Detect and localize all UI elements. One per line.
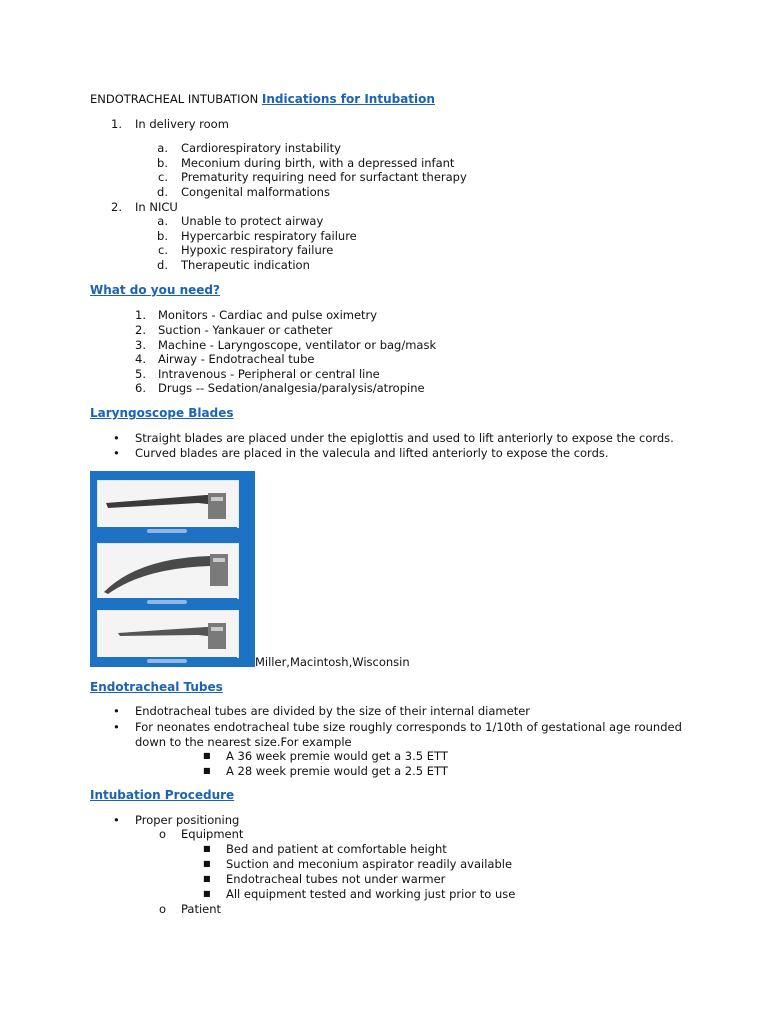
list-number: 1. [111,117,122,131]
list-item: Intravenous - Peripheral or central line [158,367,380,381]
bullet-item: Endotracheal tubes are divided by the size of their internal diameter [135,704,531,718]
circle-marker: o [159,827,167,841]
sub-item: Hypoxic respiratory failure [181,243,334,257]
bullet-item: Straight blades are placed under the epiglottis and used to lift anteriorly to expose the cords. [135,431,674,445]
sub-item: Congenital malformations [181,185,330,199]
sub-letter: a. [157,141,168,155]
sub-item: Unable to protect airway [181,214,324,228]
list-item-label: In delivery room [135,117,229,131]
straight-blade-icon [98,481,238,527]
sub-letter: d. [157,258,168,272]
square-bullet: ■ [203,874,211,883]
equipment-item: Endotracheal tubes not under warmer [226,872,446,886]
blades-heading[interactable]: Laryngoscope Blades [90,406,234,420]
square-bullet: ■ [203,844,211,853]
procedure-heading[interactable]: Intubation Procedure [90,788,235,802]
bullet-item-continuation: down to the nearest size.For example [135,735,352,749]
bullet-dot: • [113,813,120,827]
bullet-dot: • [113,431,120,445]
wisconsin-blade-icon [98,611,238,657]
blade-panel [97,480,239,528]
sub-item: Patient [181,902,222,916]
list-number: 3. [135,338,146,352]
list-item: Drugs -- Sedation/analgesia/paralysis/atropine [158,381,425,395]
blade-panel [97,543,239,599]
sub-letter: a. [157,214,168,228]
curved-blade-icon [98,544,238,598]
laryngoscope-blades-image [90,471,255,667]
list-number: 1. [135,308,146,322]
list-item: Monitors - Cardiac and pulse oximetry [158,308,378,322]
sub-item: Therapeutic indication [181,258,310,272]
image-caption: Miller,Macintosh,Wisconsin [255,655,410,669]
bullet-item: Proper positioning [135,813,240,827]
sub-item: Meconium during birth, with a depressed infant [181,156,455,170]
list-number: 6. [135,381,146,395]
list-number: 2. [111,200,122,214]
square-bullet: ■ [203,889,211,898]
indications-heading-link[interactable]: Indications for Intubation [261,92,435,106]
sub-letter: c. [158,170,168,184]
sub-item: Prematurity requiring need for surfactant therapy [181,170,467,184]
list-number: 2. [135,323,146,337]
sub-item: Cardiorespiratory instability [181,141,341,155]
list-item-label: In NICU [135,200,178,214]
list-number: 5. [135,367,146,381]
circle-marker: o [159,902,167,916]
equipment-item: Bed and patient at comfortable height [226,842,447,856]
list-number: 4. [135,352,146,366]
title-text: ENDOTRACHEAL INTUBATION [90,92,259,106]
square-bullet: ■ [203,859,211,868]
sub-letter: b. [157,229,168,243]
tubes-heading[interactable]: Endotracheal Tubes [90,680,223,694]
list-item: Airway - Endotracheal tube [158,352,315,366]
sub-letter: c. [158,243,168,257]
square-bullet: ■ [203,751,211,760]
bullet-item: For neonates endotracheal tube size roughly corresponds to 1/10th of gestational age rounded [135,720,682,734]
example-item: A 36 week premie would get a 3.5 ETT [226,749,448,763]
list-item: Machine - Laryngoscope, ventilator or bag/mask [158,338,437,352]
blade-panel [97,610,239,658]
document-title [90,92,435,106]
need-heading[interactable]: What do you need? [90,283,220,297]
bullet-dot: • [113,446,120,460]
bullet-dot: • [113,720,120,734]
equipment-item: Suction and meconium aspirator readily available [226,857,513,871]
sub-item: Hypercarbic respiratory failure [181,229,357,243]
sub-item: Equipment [181,827,244,841]
bullet-item: Curved blades are placed in the valecula and lifted anteriorly to expose the cords. [135,446,609,460]
square-bullet: ■ [203,766,211,775]
bullet-dot: • [113,704,120,718]
equipment-item: All equipment tested and working just prior to use [226,887,516,901]
list-item: Suction - Yankauer or catheter [158,323,333,337]
sub-letter: b. [157,156,168,170]
example-item: A 28 week premie would get a 2.5 ETT [226,764,448,778]
sub-letter: d. [157,185,168,199]
